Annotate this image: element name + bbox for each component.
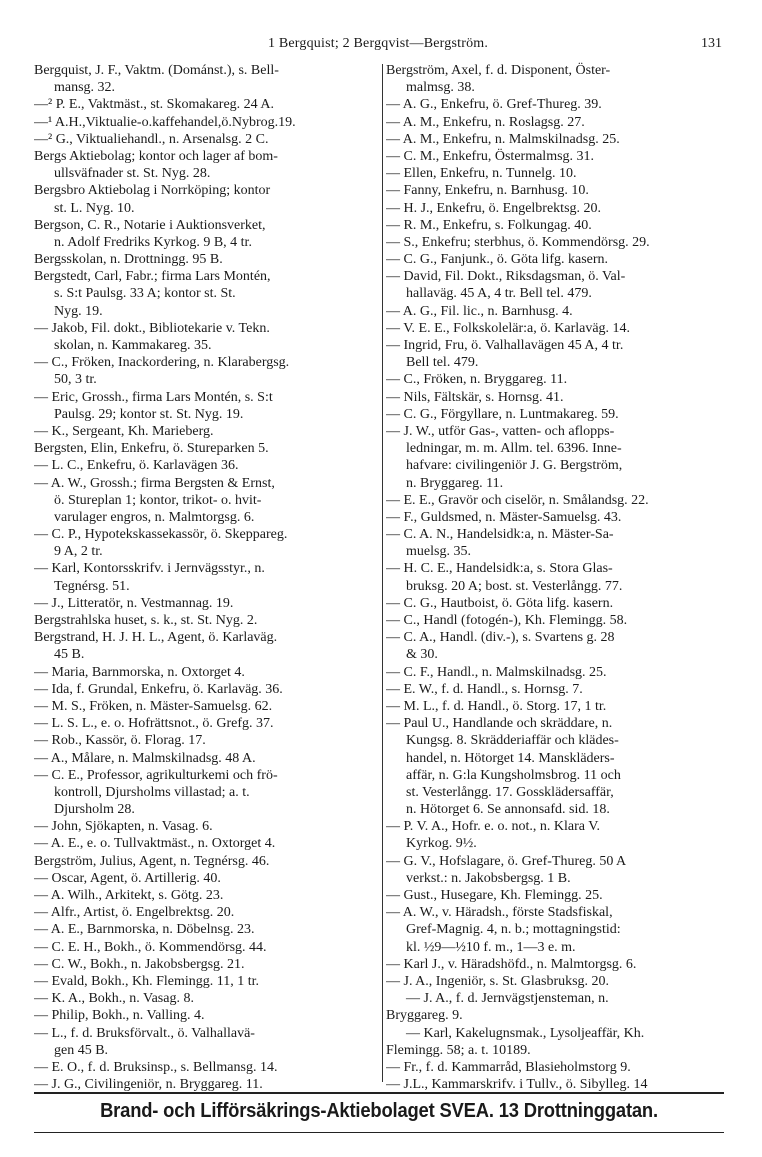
directory-entry-line: 9 A, 2 tr. <box>54 544 103 560</box>
directory-entry-line: — C. E. H., Bokh., ö. Kommendörsg. 44. <box>34 939 267 955</box>
directory-entry-line: — J., Litteratör, n. Vestmannag. 19. <box>34 595 234 611</box>
directory-entry-line: — A. M., Enkefru, n. Roslagsg. 27. <box>386 114 585 130</box>
left-column <box>34 62 379 1093</box>
right-column <box>386 62 731 1093</box>
directory-entry-line: — Evald, Bokh., Kh. Flemingg. 11, 1 tr. <box>34 973 260 989</box>
directory-entry-line: — L., f. d. Bruksförvalt., ö. Valhallavä- <box>34 1025 255 1041</box>
directory-entry-line: — H. J., Enkefru, ö. Engelbrektsg. 20. <box>386 200 602 216</box>
directory-entry-line: — J. A., Ingeniör, s. St. Glasbruksg. 20. <box>386 973 610 989</box>
directory-entry-line: — L. S. L., e. o. Hofrättsnot., ö. Grefg. 37. <box>34 716 274 732</box>
directory-entry-line: mansg. 32. <box>54 80 116 96</box>
directory-entry-line: Bergström, Axel, f. d. Disponent, Öster- <box>386 63 611 78</box>
directory-entry-line: — C. G., Hautboist, ö. Göta lifg. kasern. <box>386 595 614 611</box>
directory-entry-line: — A. G., Fil. lic., n. Barnhusg. 4. <box>386 303 573 319</box>
directory-entry-line: ledningar, m. m. Allm. tel. 6396. Inne- <box>406 441 622 457</box>
directory-entry-line: Paulsg. 29; kontor st. St. Nyg. 19. <box>54 406 244 422</box>
directory-entry-line: — F., Guldsmed, n. Mäster-Samuelsg. 43. <box>386 509 622 525</box>
directory-entry-line: —² G., Viktualiehandl., n. Arsenalsg. 2 C. <box>34 131 269 147</box>
directory-entry-line: affär, n. G:la Kungsholmsbrog. 11 och <box>406 767 621 783</box>
footer-rule-top <box>34 1092 724 1094</box>
directory-entry-line: — R. M., Enkefru, s. Folkungag. 40. <box>386 217 592 233</box>
directory-entry-line: Bell tel. 479. <box>406 355 479 371</box>
directory-entry-line: — Alfr., Artist, ö. Engelbrektsg. 20. <box>34 905 235 921</box>
directory-entry-line: — Ingrid, Fru, ö. Valhallavägen 45 A, 4 tr. <box>386 338 624 353</box>
directory-entry-line: n. Adolf Fredriks Kyrkog. 9 B, 4 tr. <box>54 234 252 250</box>
directory-entry-line: — J. A., f. d. Jernvägstjensteman, n. <box>406 991 609 1007</box>
column-divider <box>382 64 383 1082</box>
directory-entry-line: — Karl, Kakelugnsmak., Lysoljeaffär, Kh. <box>406 1025 645 1041</box>
directory-entry-line: — E. E., Gravör och ciselör, n. Smålandsg. 22. <box>386 492 649 508</box>
directory-entry-line: — A. Wilh., Arkitekt, s. Götg. 23. <box>34 888 224 903</box>
page-header <box>34 36 722 58</box>
directory-entry-line: — A. G., Enkefru, ö. Gref-Thureg. 39. <box>386 97 602 113</box>
directory-entry-line: kontroll, Djursholms villastad; a. t. <box>54 784 250 800</box>
directory-entry-line: — A., Målare, n. Malmskilnadsg. 48 A. <box>34 750 256 766</box>
directory-entry-line: — Eric, Grossh., firma Lars Montén, s. S:t <box>34 389 273 405</box>
directory-entry-line: — J. W., utför Gas-, vatten- och aflopps- <box>386 423 615 439</box>
directory-entry-line: — A. W., v. Häradsh., förste Stadsfiskal, <box>386 905 613 921</box>
directory-entry-line: Djursholm 28. <box>54 802 135 818</box>
directory-entry-line: Kungsg. 8. Skrädderiaffär och klädes- <box>406 733 619 749</box>
directory-entry-line: — Karl, Kontorsskrifv. i Jernvägsstyr., n. <box>34 561 265 577</box>
directory-entry-line: Bergsbro Aktiebolag i Norrköping; kontor <box>34 183 271 199</box>
directory-entry-line: — L. C., Enkefru, ö. Karlavägen 36. <box>34 458 239 474</box>
directory-entry-line: — Gust., Husegare, Kh. Flemingg. 25. <box>386 888 603 903</box>
directory-entry-line: — C., Handl (fotogén-), Kh. Flemingg. 58. <box>386 613 628 628</box>
directory-entry-line: hafvare: civilingeniör J. G. Bergström, <box>406 458 623 474</box>
directory-entry-line: — Ida, f. Grundal, Enkefru, ö. Karlaväg. 36. <box>34 681 283 697</box>
directory-entry-line: Gref-Magnig. 4, n. b.; mottagningstid: <box>406 922 621 938</box>
directory-entry-line: — Fanny, Enkefru, n. Barnhusg. 10. <box>386 183 589 199</box>
directory-entry-line: n. Hötorget 6. Se annonsafd. sid. 18. <box>406 802 610 818</box>
directory-entry-line: — David, Fil. Dokt., Riksdagsman, ö. Val- <box>386 269 626 285</box>
directory-entry-line: Tegnérsg. 51. <box>54 578 130 594</box>
directory-entry-line: —¹ A.H.,Viktualie-o.kaffehandel,ö.Nybrog.19. <box>34 114 296 130</box>
directory-entry-line: Bergstrand, H. J. H. L., Agent, ö. Karlaväg. <box>34 630 278 646</box>
directory-entry-line: skolan, n. Kammakareg. 35. <box>54 338 212 353</box>
directory-entry-line: — E. W., f. d. Handl., s. Hornsg. 7. <box>386 681 583 697</box>
directory-entry-line: n. Bryggareg. 11. <box>406 475 504 491</box>
footer-rule-bottom <box>34 1132 724 1133</box>
directory-entry-line: s. S:t Paulsg. 33 A; kontor st. St. <box>54 286 236 302</box>
directory-entry-line: Kyrkog. 9½. <box>406 836 477 852</box>
directory-entry-line: — Nils, Fältskär, s. Hornsg. 41. <box>386 389 564 405</box>
directory-entry-line: hallaväg. 45 A, 4 tr. Bell tel. 479. <box>406 286 592 302</box>
directory-entry-line: — C. F., Handl., n. Malmskilnadsg. 25. <box>386 664 607 680</box>
directory-entry-line: — P. V. A., Hofr. e. o. not., n. Klara V. <box>386 819 601 835</box>
directory-entry-line: — M. L., f. d. Handl., ö. Storg. 17, 1 tr. <box>386 698 607 714</box>
directory-entry-line: & 30. <box>406 647 438 663</box>
directory-entry-line: — C. G., Fanjunk., ö. Göta lifg. kasern. <box>386 252 609 268</box>
directory-entry-line: — C. W., Bokh., n. Jakobsbergsg. 21. <box>34 956 245 972</box>
directory-entry-line: — C., Fröken, Inackordering, n. Klarabergsg. <box>34 355 290 371</box>
directory-entry-line: — K. A., Bokh., n. Vasag. 8. <box>34 991 194 1007</box>
directory-entry-line: verkst.: n. Jakobsbergsg. 1 B. <box>406 870 571 886</box>
directory-entry-line: — Philip, Bokh., n. Valling. 4. <box>34 1008 205 1024</box>
directory-entry-line: — A. W., Grossh.; firma Bergsten & Ernst, <box>34 475 275 491</box>
directory-entry-line: handel, n. Hötorget 14. Manskläders- <box>406 750 615 766</box>
directory-entry-line: — C. G., Förgyllare, n. Luntmakareg. 59. <box>386 406 619 422</box>
directory-entry-line: — E. O., f. d. Bruksinsp., s. Bellmansg. 14. <box>34 1059 278 1075</box>
directory-entry-line: gen 45 B. <box>54 1042 109 1058</box>
directory-entry-line: — Paul U., Handlande och skräddare, n. <box>386 716 613 732</box>
directory-entry-line: — A. E., Barnmorska, n. Döbelnsg. 23. <box>34 922 255 938</box>
directory-entry-line: — J. G., Civilingeniör, n. Bryggareg. 11. <box>34 1077 263 1093</box>
directory-entry-line: varulager engros, n. Malmtorgsg. 6. <box>54 509 255 525</box>
directory-entry-line: muelsg. 35. <box>406 544 471 560</box>
directory-entry-line: — Fr., f. d. Kammarråd, Blasieholmstorg 9. <box>386 1059 631 1075</box>
directory-entry-line: — C. A. N., Handelsidk:a, n. Mäster-Sa- <box>386 527 614 543</box>
directory-entry-line: 50, 3 tr. <box>54 372 97 388</box>
directory-entry-line: st. L. Nyg. 10. <box>54 200 135 216</box>
directory-entry-line: kl. ½9—½10 f. m., 1—3 e. m. <box>406 939 576 955</box>
directory-entry-line: — H. C. E., Handelsidk:a, s. Stora Glas- <box>386 561 613 577</box>
directory-entry-line: — C. M., Enkefru, Östermalmsg. 31. <box>386 148 595 164</box>
directory-entry-line: ö. Stureplan 1; kontor, trikot- o. hvit- <box>54 492 262 508</box>
directory-entry-line: Bergquist, J. F., Vaktm. (Dománst.), s. Bell- <box>34 63 279 78</box>
directory-entry-line: bruksg. 20 A; bost. st. Vesterlångg. 77. <box>406 578 623 594</box>
directory-entry-line: — A. E., e. o. Tullvaktmäst., n. Oxtorget 4. <box>34 836 276 852</box>
directory-entry-line: — C. P., Hypotekskassekassör, ö. Skeppareg. <box>34 527 288 543</box>
directory-entry-line: — J.L., Kammarskrifv. i Tullv., ö. Sibylleg. 14 <box>386 1077 648 1093</box>
directory-entry-line: — C., Fröken, n. Bryggareg. 11. <box>386 372 568 388</box>
directory-entry-line: — C. A., Handl. (div.-), s. Svartens g. 28 <box>386 630 615 646</box>
directory-entry-line: — G. V., Hofslagare, ö. Gref-Thureg. 50 A <box>386 853 627 869</box>
directory-entry-line: — C. E., Professor, agrikulturkemi och frö- <box>34 767 278 783</box>
directory-entry-line: — M. S., Fröken, n. Mäster-Samuelsg. 62. <box>34 698 273 714</box>
directory-entry-line: — Maria, Barnmorska, n. Oxtorget 4. <box>34 664 245 680</box>
directory-entry-line: —² P. E., Vaktmäst., st. Skomakareg. 24 A. <box>34 97 274 113</box>
directory-entry-line: — Jakob, Fil. dokt., Bibliotekarie v. Tekn. <box>34 320 270 336</box>
directory-entry-line: Bergstrahlska huset, s. k., st. St. Nyg. 2. <box>34 613 258 628</box>
footer-advertisement: Brand- och Lifförsäkrings-Aktiebolaget SVEA. 13 Drottninggatan. <box>100 1100 658 1122</box>
directory-entry-line: Bergsten, Elin, Enkefru, ö. Stureparken 5. <box>34 441 269 457</box>
directory-entry-line: malmsg. 38. <box>406 80 475 96</box>
directory-entry-line: 45 B. <box>54 647 85 663</box>
directory-entry-line: — Ellen, Enkefru, n. Tunnelg. 10. <box>386 166 577 182</box>
directory-entry-line: Bergson, C. R., Notarie i Auktionsverket, <box>34 217 266 233</box>
directory-entry-line: — John, Sjökapten, n. Vasag. 6. <box>34 819 213 835</box>
directory-entry-line: st. Vesterlångg. 17. Gossklädersaffär, <box>406 784 614 800</box>
directory-entry-line: Nyg. 19. <box>54 303 103 319</box>
directory-entry-line: — Rob., Kassör, ö. Florag. 17. <box>34 733 206 749</box>
directory-entry-line: — Oscar, Agent, ö. Artillerig. 40. <box>34 870 221 886</box>
directory-entry-line: — Karl J., v. Häradshöfd., n. Malmtorgsg. 6. <box>386 956 637 972</box>
directory-entry-line: Bryggareg. 9. <box>386 1008 463 1024</box>
directory-entry-line: — A. M., Enkefru, n. Malmskilnadsg. 25. <box>386 131 620 147</box>
running-head: 1 Bergquist; 2 Bergqvist—Bergström. <box>267 36 489 51</box>
directory-entry-line: — S., Enkefru; sterbhus, ö. Kommendörsg. 29. <box>386 234 650 250</box>
directory-entry-line: Bergs Aktiebolag; kontor och lager af bom- <box>34 148 278 164</box>
directory-entry-line: ullsväfnader st. St. Nyg. 28. <box>54 166 211 182</box>
directory-entry-line: Flemingg. 58; a. t. 10189. <box>386 1042 531 1058</box>
directory-entry-line: Bergström, Julius, Agent, n. Tegnérsg. 46. <box>34 853 270 869</box>
directory-entry-line: Bergsskolan, n. Drottningg. 95 B. <box>34 252 223 268</box>
page-number: 131 <box>701 36 722 51</box>
directory-entry-line: — V. E. E., Folkskolelär:a, ö. Karlaväg. 14. <box>386 320 631 336</box>
directory-entry-line: — K., Sergeant, Kh. Marieberg. <box>34 423 214 439</box>
directory-columns <box>34 62 724 1093</box>
directory-entry-line: Bergstedt, Carl, Fabr.; firma Lars Montén, <box>34 269 271 285</box>
